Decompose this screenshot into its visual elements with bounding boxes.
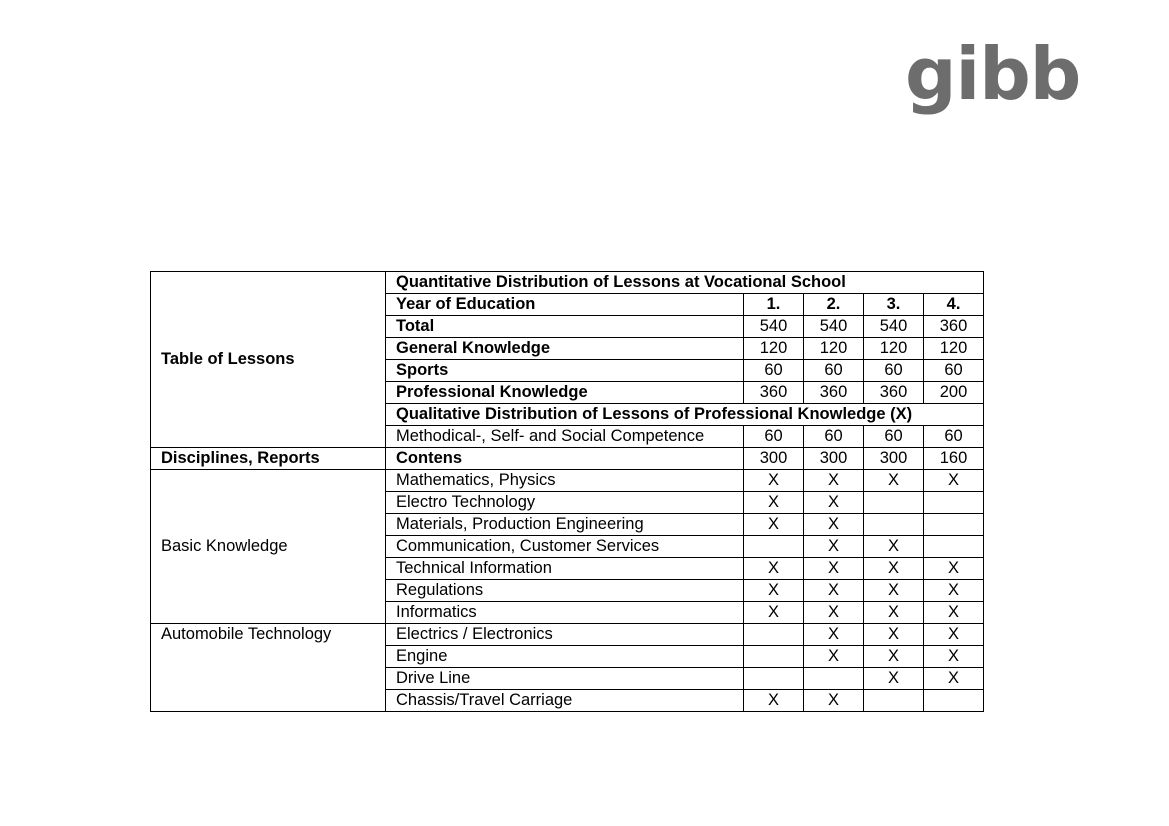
table-of-lessons-label: Table of Lessons bbox=[151, 272, 386, 448]
row-label: Electrics / Electronics bbox=[386, 624, 744, 646]
cell-value: X bbox=[744, 602, 804, 624]
cell-value: X bbox=[804, 536, 864, 558]
cell-value bbox=[864, 690, 924, 712]
cell-value: X bbox=[864, 470, 924, 492]
cell-value: X bbox=[864, 536, 924, 558]
cell-value: X bbox=[804, 470, 864, 492]
cell-value: 60 bbox=[744, 426, 804, 448]
cell-value: 300 bbox=[864, 448, 924, 470]
cell-value: 300 bbox=[804, 448, 864, 470]
cell-value: X bbox=[804, 514, 864, 536]
row-label: Informatics bbox=[386, 602, 744, 624]
cell-value: 120 bbox=[744, 338, 804, 360]
cell-value: X bbox=[804, 580, 864, 602]
cell-value: X bbox=[744, 558, 804, 580]
cell-value: X bbox=[744, 492, 804, 514]
year-header: 3. bbox=[864, 294, 924, 316]
row-label: Materials, Production Engineering bbox=[386, 514, 744, 536]
table-row bbox=[151, 624, 984, 646]
cell-value: 360 bbox=[744, 382, 804, 404]
cell-value: X bbox=[864, 646, 924, 668]
cell-value: X bbox=[924, 602, 984, 624]
cell-value: 540 bbox=[804, 316, 864, 338]
automobile-technology-label: Automobile Technology bbox=[151, 624, 386, 712]
cell-value: 360 bbox=[924, 316, 984, 338]
cell-value: X bbox=[804, 602, 864, 624]
cell-value: 360 bbox=[804, 382, 864, 404]
cell-value bbox=[744, 536, 804, 558]
cell-value bbox=[804, 668, 864, 690]
cell-value: X bbox=[864, 624, 924, 646]
row-label: Communication, Customer Services bbox=[386, 536, 744, 558]
row-label: General Knowledge bbox=[386, 338, 744, 360]
gibb-logo: gibb bbox=[905, 32, 1081, 116]
row-label: Total bbox=[386, 316, 744, 338]
table-row bbox=[151, 448, 984, 470]
row-label: Electro Technology bbox=[386, 492, 744, 514]
year-label: Year of Education bbox=[386, 294, 744, 316]
cell-value: 60 bbox=[744, 360, 804, 382]
cell-value bbox=[924, 690, 984, 712]
row-label: Regulations bbox=[386, 580, 744, 602]
cell-value: 200 bbox=[924, 382, 984, 404]
lessons-table bbox=[150, 271, 984, 712]
row-label: Professional Knowledge bbox=[386, 382, 744, 404]
quantitative-title-row bbox=[151, 272, 984, 294]
cell-value: 60 bbox=[924, 360, 984, 382]
cell-value: 540 bbox=[744, 316, 804, 338]
cell-value bbox=[924, 536, 984, 558]
row-label: Contens bbox=[386, 448, 744, 470]
cell-value: 120 bbox=[924, 338, 984, 360]
cell-value bbox=[744, 668, 804, 690]
cell-value: X bbox=[924, 558, 984, 580]
cell-value: X bbox=[864, 558, 924, 580]
year-header: 1. bbox=[744, 294, 804, 316]
cell-value: X bbox=[804, 624, 864, 646]
quantitative-title: Quantitative Distribution of Lessons at Vocational School bbox=[386, 272, 984, 294]
cell-value: X bbox=[864, 580, 924, 602]
cell-value bbox=[864, 492, 924, 514]
year-header: 2. bbox=[804, 294, 864, 316]
row-label: Mathematics, Physics bbox=[386, 470, 744, 492]
cell-value: X bbox=[804, 558, 864, 580]
cell-value: 360 bbox=[864, 382, 924, 404]
cell-value bbox=[864, 514, 924, 536]
cell-value: X bbox=[744, 690, 804, 712]
row-label: Chassis/Travel Carriage bbox=[386, 690, 744, 712]
cell-value: X bbox=[864, 668, 924, 690]
cell-value bbox=[924, 514, 984, 536]
cell-value: X bbox=[804, 646, 864, 668]
cell-value: 60 bbox=[804, 426, 864, 448]
row-label: Sports bbox=[386, 360, 744, 382]
cell-value: 60 bbox=[804, 360, 864, 382]
cell-value: 300 bbox=[744, 448, 804, 470]
cell-value: X bbox=[744, 470, 804, 492]
year-header: 4. bbox=[924, 294, 984, 316]
basic-knowledge-label: Basic Knowledge bbox=[151, 470, 386, 624]
cell-value: X bbox=[744, 514, 804, 536]
qualitative-title: Qualitative Distribution of Lessons of Professional Knowledge (X) bbox=[386, 404, 984, 426]
cell-value: X bbox=[924, 580, 984, 602]
cell-value bbox=[924, 492, 984, 514]
cell-value: 120 bbox=[864, 338, 924, 360]
cell-value: 60 bbox=[864, 426, 924, 448]
cell-value: X bbox=[864, 602, 924, 624]
table-row bbox=[151, 470, 984, 492]
cell-value: X bbox=[924, 668, 984, 690]
disciplines-reports-label: Disciplines, Reports bbox=[151, 448, 386, 470]
cell-value: 120 bbox=[804, 338, 864, 360]
row-label: Engine bbox=[386, 646, 744, 668]
cell-value bbox=[744, 624, 804, 646]
cell-value: X bbox=[804, 690, 864, 712]
cell-value: 540 bbox=[864, 316, 924, 338]
cell-value: 60 bbox=[864, 360, 924, 382]
cell-value: 60 bbox=[924, 426, 984, 448]
cell-value: X bbox=[924, 646, 984, 668]
cell-value bbox=[744, 646, 804, 668]
cell-value: X bbox=[924, 470, 984, 492]
cell-value: X bbox=[804, 492, 864, 514]
row-label: Drive Line bbox=[386, 668, 744, 690]
row-label: Methodical-, Self- and Social Competence bbox=[386, 426, 744, 448]
cell-value: X bbox=[744, 580, 804, 602]
cell-value: X bbox=[924, 624, 984, 646]
row-label: Technical Information bbox=[386, 558, 744, 580]
cell-value: 160 bbox=[924, 448, 984, 470]
